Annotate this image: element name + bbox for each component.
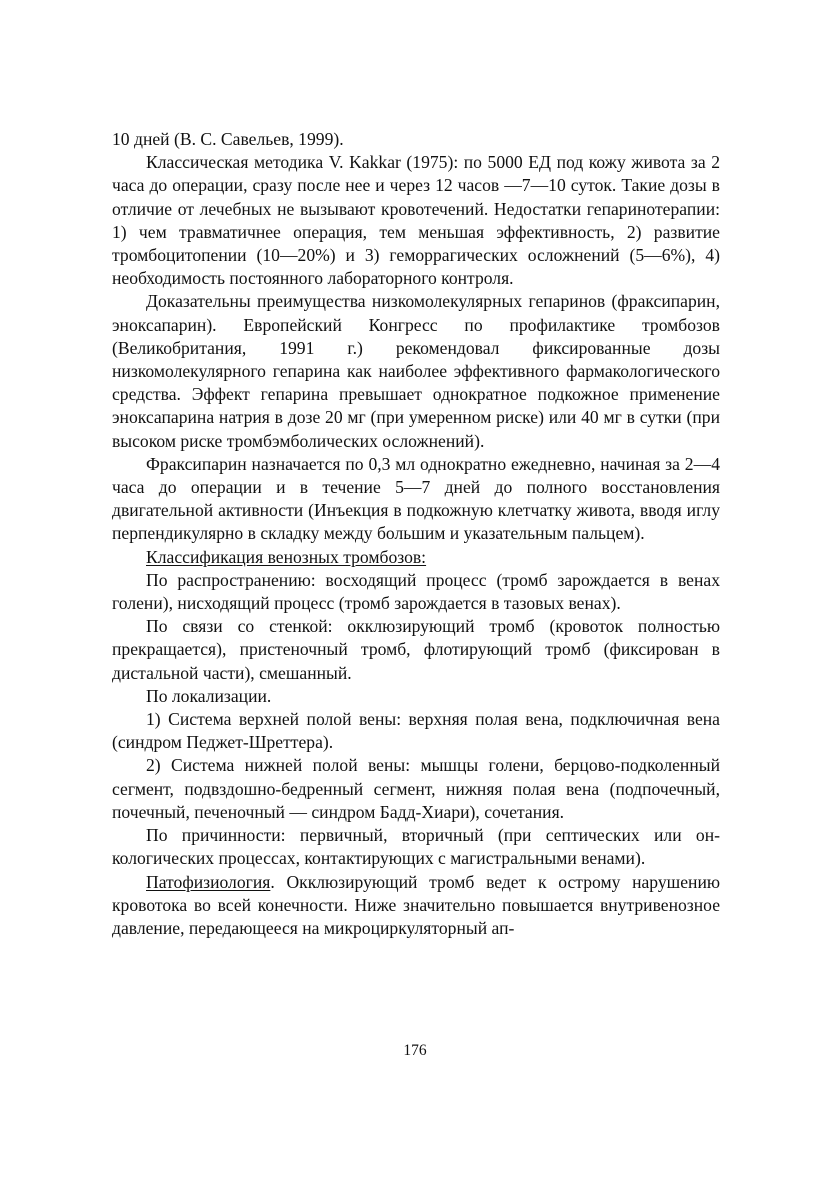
paragraph-lmw-heparins: Доказательны преимущества низкомолекулярных гепаринов (фраксипарин, эноксапарин). Европейский Конгресс по профилактике тромбозов (Великобритания, 1991 г.) рекомендовал фиксированные дозы низкомолекулярного гепарина как наиболее эффективного фармакологического средства. Эффект гепарина превышает однократное подкожное применение эноксапарина натрия в дозе 20 мг (при умеренном риске) или 40 мг в сутки (при высоком риске тромбэмболических осложнений). [112, 291, 720, 451]
paragraph-by-localization: По локализации. [146, 685, 272, 706]
pathophysiology-text: . Окклюзирующий тромб ведет к острому нарушению кровотока во всей конечности. Ниже значительно повышается внутривенозное давление, передающееся на микроциркуляторный ап- [112, 871, 720, 938]
paragraph-inferior-vena-cava: 2) Система нижней полой вены: мышцы голени, берцово-подколенный сегмент, подвздошно-бедренный сегмент, нижняя полая вена (подпочечный, почечный, печеночный — синдром Бадд-Хиари), сочетания. [112, 755, 720, 822]
page-number: 176 [403, 1042, 427, 1059]
paragraph-by-cause: По причинности: первичный, вторичный (при септических или онкологических процессах, контактирующих с магистральными венами). [112, 825, 720, 869]
paragraph-continuation: 10 дней (В. С. Савельев, 1999). [112, 129, 344, 149]
classification-heading-text: Классификация венозных тромбозов: [146, 546, 427, 567]
section-heading-classification [112, 546, 720, 569]
paragraph-kakkar-method: Классическая методика V. Kakkar (1975): по 5000 ЕД под кожу живота за 2 часа до операции, сразу после нее и через 12 часов —7—10 суток. Такие дозы в отличие от лечебных не вызывают кровотечений. Недостатки гепаринотерапии: 1) чем травматичнее операция, тем меньшая эффективность, 2) развитие тромбоцитопении (10—20%) и 3) геморрагических осложнений (5—6%), 4) необходимость постоянного лабораторного контроля. [112, 152, 720, 289]
paragraph-pathophysiology [112, 871, 720, 941]
document-body [112, 128, 720, 940]
paragraph-fraxiparine: Фраксипарин назначается по 0,3 мл однократно ежедневно, начиная за 2—4 часа до операции и в течение 5—7 дней до полного восстановления двигательной активности (Инъекция в подкожную клетчатку живота, вводя иглу перпендикулярно в складку между большим и указательным пальцем). [112, 453, 720, 544]
paragraph-superior-vena-cava: 1) Система верхней полой вены: верхняя полая вена, подключичная вена (синдром Педжет-Шреттера). [112, 709, 720, 753]
paragraph-by-spread: По распространению: восходящий процесс (тромб зарождается в венах голени), нисходящий процесс (тромб зарождается в тазовых венах). [112, 569, 720, 614]
pathophysiology-heading-text: Патофизиология [146, 871, 271, 892]
paragraph-by-wall-relation: По связи со стенкой: окклюзирующий тромб (кровоток полностью прекращается), пристеночный тромб, флотирующий тромб (фиксирован в дистальной части), смешанный. [112, 616, 720, 683]
